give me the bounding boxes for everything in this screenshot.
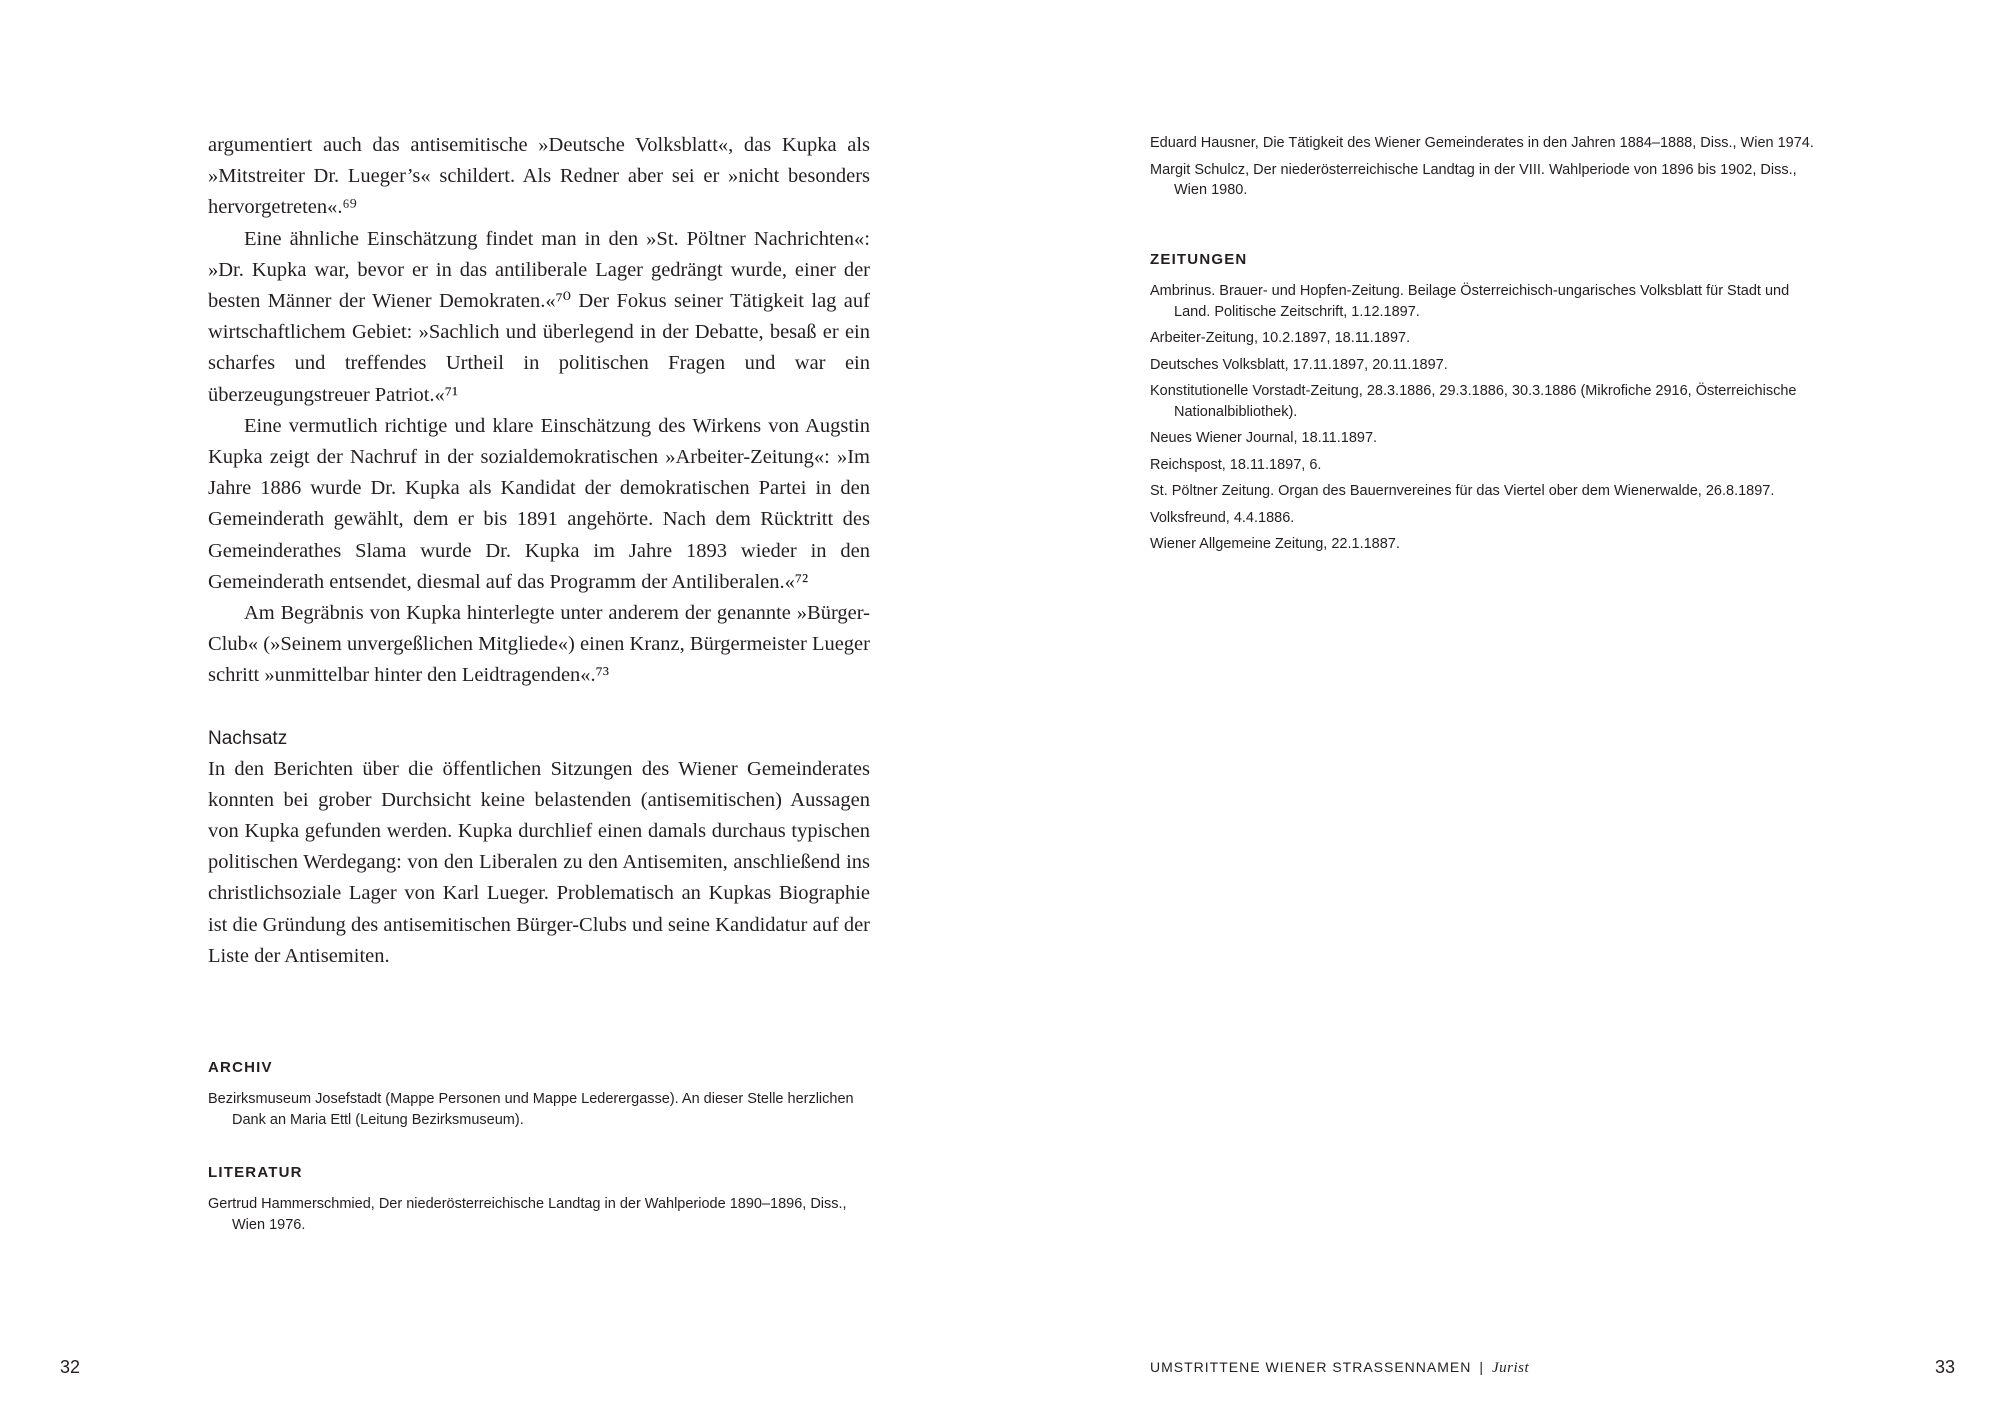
reference-item: Eduard Hausner, Die Tätigkeit des Wiener Gemeinderates in den Jahren 1884–1888, Diss., Wien 1974. <box>1150 135 1814 151</box>
literatur-list <box>208 1194 868 1235</box>
zeitungen-heading: ZEITUNGEN <box>1150 251 1248 268</box>
reference-item: Reichspost, 18.11.1897, 6. <box>1150 456 1322 473</box>
reference-item: Konstitutionelle Vorstadt-Zeitung, 28.3.1886, 29.3.1886, 30.3.1886 (Mikrofiche 2916, Österreichische Nationalbibliothek). <box>1150 383 1797 420</box>
nachsatz-heading: Nachsatz <box>208 727 288 749</box>
paragraph: Am Begräbnis von Kupka hinterlegte unter anderem der genannte »Bürger-Club« (»Seinem unvergeßlichen Mitgliede«) einen Kranz, Bürgermeister Lueger schritt »unmittelbar hinter den Leidtragenden«.⁷³ <box>208 602 870 687</box>
literatur-heading: LITERATUR <box>208 1164 303 1181</box>
reference-item: Wiener Allgemeine Zeitung, 22.1.1887. <box>1150 536 1400 552</box>
archiv-heading: ARCHIV <box>208 1059 273 1076</box>
reference-item: St. Pöltner Zeitung. Organ des Bauernvereines für das Viertel ober dem Wienerwalde, 26.8.1897. <box>1150 483 1775 499</box>
zeitungen-list <box>1150 281 1815 555</box>
reference-item: Ambrinus. Brauer- und Hopfen-Zeitung. Beilage Österreichisch-ungarisches Volksblatt für Stadt und Land. Politische Zeitschrift, 1.12.1897. <box>1150 283 1790 320</box>
nachsatz-paragraph: In den Berichten über die öffentlichen Sitzungen des Wiener Gemeinderates konnten bei grober Durchsicht keine belastenden (antisemitischen) Aussagen von Kupka gefunden werden. Kupka durchlief einen damals durchaus typischen politischen Werdegang: von den Liberalen zu den Antisemiten, anschließend ins christlichsoziale Lager von Karl Lueger. Problematisch an Kupkas Biographie ist die Gründung des antisemitischen Bürger-Clubs und seine Kandidatur auf der Liste der Antisemiten. <box>208 757 870 967</box>
chapter-title: Jurist <box>1492 1360 1530 1376</box>
zeitungen-section <box>1150 250 1815 561</box>
reference-item: Arbeiter-Zeitung, 10.2.1897, 18.11.1897. <box>1150 330 1411 346</box>
reference-item: Margit Schulcz, Der niederösterreichische Landtag in der VIII. Wahlperiode von 1896 bis 1902, Diss., Wien 1980. <box>1150 161 1797 198</box>
page-number-right: 33 <box>1935 1357 1956 1377</box>
header-separator: | <box>1479 1359 1484 1375</box>
literatur-continued-list <box>1150 133 1815 201</box>
reference-item: Bezirksmuseum Josefstadt (Mappe Personen und Mappe Lederergasse). An dieser Stelle herzlichen Dank an Maria Ettl (Leitung Bezirksmuseum). <box>208 1091 854 1128</box>
literatur-section <box>208 1163 868 1241</box>
book-title: UMSTRITTENE WIENER STRASSENNAMEN <box>1150 1359 1472 1375</box>
page-number-left: 32 <box>60 1357 81 1377</box>
paragraph: Eine ähnliche Einschätzung findet man in den »St. Pöltner Nachrichten«: »Dr. Kupka war, bevor er in das antiliberale Lager gedrängt wurde, einer der besten Männer der Wiener Demokraten.«⁷⁰ Der Fokus seiner Tätigkeit lag auf wirtschaftlichem Gebiet: »Sachlich und überlegend in der Debatte, besaß er ein scharfes und treffendes Urtheil in politischen Fragen und war ein überzeugungstreuer Patriot.«⁷¹ <box>208 227 870 406</box>
reference-item: Gertrud Hammerschmied, Der niederösterreichische Landtag in der Wahlperiode 1890–1896, Diss., Wien 1976. <box>208 1196 847 1233</box>
running-header <box>1150 1356 1529 1379</box>
main-text <box>208 130 870 972</box>
paragraph: argumentiert auch das antisemitische »Deutsche Volksblatt«, das Kupka als »Mitstreiter Dr. Lueger’s« schildert. Als Redner aber sei er »nicht besonders hervorgetreten«.⁶⁹ <box>208 134 870 219</box>
reference-item: Neues Wiener Journal, 18.11.1897. <box>1150 430 1378 446</box>
paragraph: Eine vermutlich richtige und klare Einschätzung des Wirkens von Augstin Kupka zeigt der Nachruf in der sozialdemokratischen »Arbeiter-Zeitung«: »Im Jahre 1886 wurde Dr. Kupka als Kandidat der demokratischen Partei in den Gemeinderath gewählt, dem er bis 1891 angehörte. Nach dem Rücktritt des Gemeinderathes Slama wurde Dr. Kupka im Jahre 1893 wieder in den Gemeinderath entsendet, diesmal auf das Programm der Antiliberalen.«⁷² <box>208 414 870 593</box>
right-page <box>1000 0 2000 1424</box>
archiv-list <box>208 1089 868 1130</box>
reference-item: Deutsches Volksblatt, 17.11.1897, 20.11.1897. <box>1150 356 1448 373</box>
archiv-section <box>208 1058 868 1136</box>
literatur-continued-section <box>1150 133 1815 207</box>
reference-item: Volksfreund, 4.4.1886. <box>1150 509 1295 526</box>
